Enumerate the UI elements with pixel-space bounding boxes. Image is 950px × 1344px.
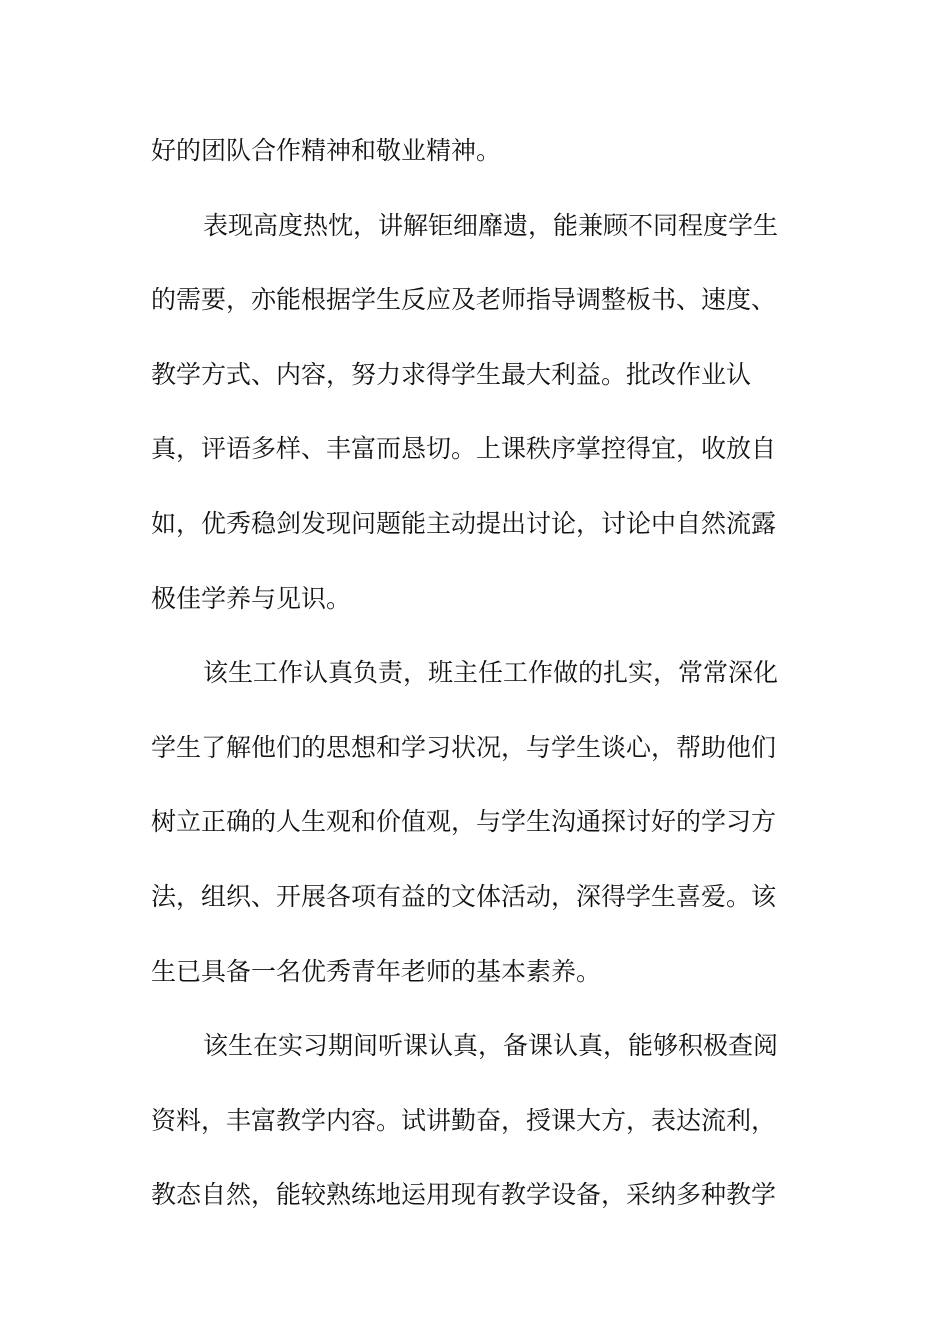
text-line: 真，评语多样、丰富而恳切。上课秩序掌控得宜，收放自 (151, 434, 777, 464)
text-line: 极佳学养与见识。 (151, 583, 352, 613)
text-line: 资料，丰富教学内容。试讲勤奋，授课大方，表达流利， (151, 1105, 777, 1135)
text-line: 该生工作认真负责，班主任工作做的扎实，常常深化 (203, 658, 779, 688)
text-line: 的需要，亦能根据学生反应及老师指导调整板书、速度、 (151, 285, 777, 315)
text-line: 学生了解他们的思想和学习状况，与学生谈心，帮助他们 (151, 732, 777, 762)
text-line: 好的团队合作精神和敬业精神。 (151, 136, 502, 165)
text-line: 生已具备一名优秀青年老师的基本素养。 (151, 956, 602, 986)
text-line: 如，优秀稳剑发现问题能主动提出讨论，讨论中自然流露 (151, 508, 777, 538)
text-line: 该生在实习期间听课认真，备课认真，能够积极查阅 (203, 1031, 779, 1061)
text-line: 法，组织、开展各项有益的文体活动，深得学生喜爱。该 (151, 881, 777, 911)
text-line: 树立正确的人生观和价值观，与学生沟通探讨好的学习方 (151, 807, 777, 837)
document-body (151, 128, 791, 1247)
text-line: 教学方式、内容，努力求得学生最大利益。批改作业认 (151, 359, 752, 389)
text-line: 教态自然，能较熟练地运用现有教学设备，采纳多种教学 (151, 1180, 777, 1210)
text-line: 表现高度热忱，讲解钜细靡遗，能兼顾不同程度学生 (203, 210, 779, 240)
